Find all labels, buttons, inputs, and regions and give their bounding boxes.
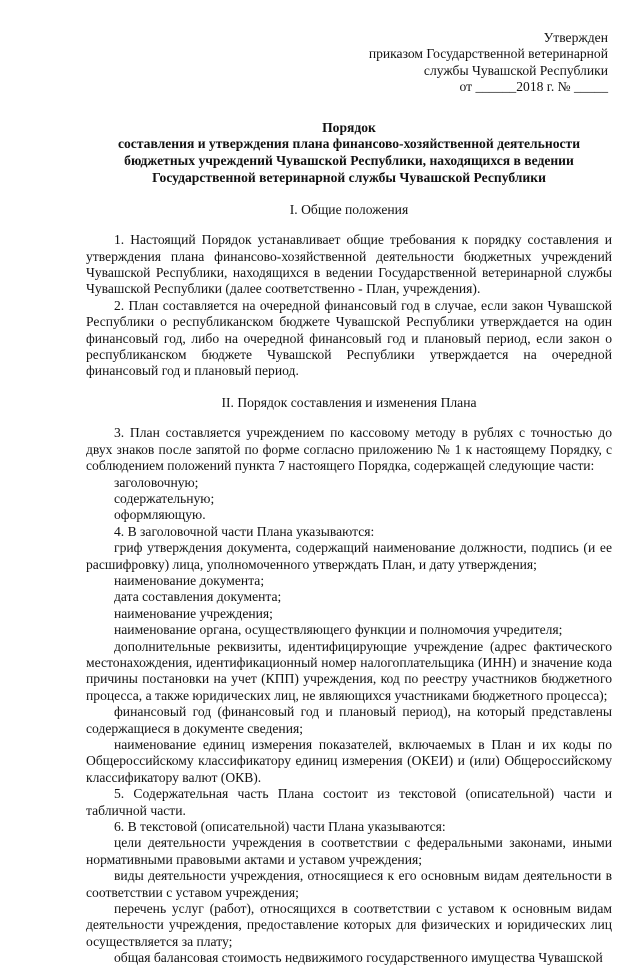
list-item: виды деятельности учреждения, относящиеся к его основным видам деятельности в соответствии с уставом учреждения;	[86, 868, 612, 900]
document-title	[86, 120, 612, 187]
list-item: перечень услуг (работ), относящихся в соответствии с уставом к основным видам деятельности учреждения, предоставление которых для физических и юридических лиц осуществляется за плату;	[86, 901, 612, 949]
approval-line: приказом Государственной ветеринарной	[368, 46, 608, 62]
title-line: бюджетных учреждений Чувашской Республики, находящихся в ведении	[124, 153, 574, 169]
list-item: оформляющую.	[114, 507, 206, 523]
list-item: наименование единиц измерения показателей, включаемых в План и их коды по Общероссийскому классификатору единиц измерения (ОКЕИ) и (или) Общероссийскому классификатору валют (ОКВ).	[86, 737, 612, 785]
section-heading-procedure: II. Порядок составления и изменения Плана	[221, 394, 477, 410]
list-item: наименование органа, осуществляющего функции и полномочия учредителя;	[114, 622, 563, 638]
list-item: общая балансовая стоимость недвижимого государственного имущества Чувашской	[114, 950, 603, 966]
list-item: цели деятельности учреждения в соответствии с федеральными законами, иными нормативными правовыми актами и уставом учреждения;	[86, 835, 612, 867]
list-item: наименование документа;	[114, 572, 265, 588]
paragraph: 3. План составляется учреждением по кассовому методу в рублях с точностью до двух знаков после запятой по форме согласно приложению № 1 к настоящему Порядку, с соблюдением положений пункта 7 настоящего Порядка, содержащей следующие части:	[86, 425, 612, 474]
list-item: содержательную;	[114, 490, 215, 506]
title-line: составления и утверждения плана финансово-хозяйственной деятельности	[117, 136, 581, 152]
approval-line: Утвержден	[543, 30, 608, 45]
paragraph: 5. Содержательная часть Плана состоит из текстовой (описательной) части и табличной части.	[86, 786, 612, 818]
list-item: заголовочную;	[114, 474, 199, 490]
list-item: дата составления документа;	[114, 589, 282, 605]
list-item: наименование учреждения;	[114, 605, 273, 621]
title-line: Порядок	[322, 119, 376, 135]
paragraph: 1. Настоящий Порядок устанавливает общие требования к порядку составления и утверждения плана финансово-хозяйственной деятельности бюджетных учреждений Чувашской Республики, находящихся в ведении Государственной ветеринарной службы Чувашской Республики (далее соответственно - План, учреждения).	[86, 232, 612, 297]
approval-line: службы Чувашской Республики	[423, 62, 608, 78]
list-item: финансовый год (финансовый год и плановый период), на который представлены содержащиеся в документе сведения;	[86, 704, 612, 736]
approval-block	[86, 30, 608, 96]
paragraph: 4. В заголовочной части Плана указываются:	[114, 523, 375, 539]
paragraph: 6. В текстовой (описательной) части Плана указываются:	[114, 819, 446, 835]
section-heading-general: I. Общие положения	[289, 201, 409, 217]
title-line: Государственной ветеринарной службы Чувашской Республики	[152, 170, 546, 186]
paragraph: 2. План составляется на очередной финансовый год в случае, если закон Чувашской Республики о республиканском бюджете Чувашской Республики утверждается на один финансовый год, либо на очередной финансовый год и плановый период, если закон о республиканском бюджете Чувашской Республики утверждается на очередной финансовый год и плановый период.	[86, 297, 612, 379]
list-item: дополнительные реквизиты, идентифицирующие учреждение (адрес фактического местонахождения, идентификационный номер налогоплательщика (ИНН) и значение кода причины постановки на учет (КПП) учреждения, код по реестру участников бюджетного процесса, а также юридических лиц, не являющихся участниками бюджетного процесса);	[86, 638, 612, 703]
list-item: гриф утверждения документа, содержащий наименование должности, подпись (и ее расшифровку) лица, уполномоченного утверждать План, и дату утверждения;	[86, 540, 612, 572]
approval-line: от ______2018 г. № _____	[459, 79, 608, 95]
